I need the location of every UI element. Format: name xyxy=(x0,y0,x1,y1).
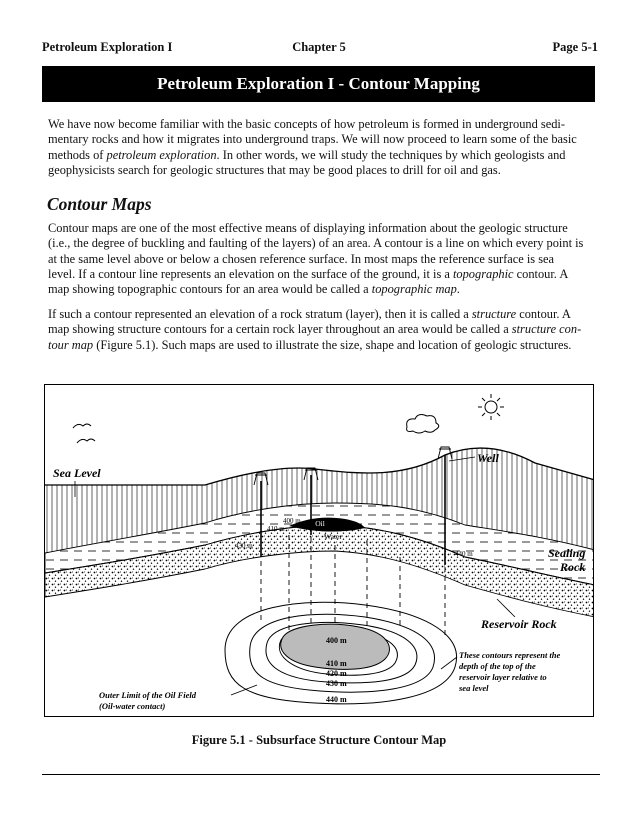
header-page: Page 5-1 xyxy=(552,40,598,54)
contour-label-410: 410 m xyxy=(326,659,347,668)
text-line: map showing structure contours for a certain rock layer throughout an area would be called a structure con- xyxy=(48,322,582,337)
banner-title: Petroleum Exploration I - Contour Mapping xyxy=(42,66,595,102)
text-line: methods of petroleum exploration. In other words, we will study the techniques by which geologists and xyxy=(48,147,566,162)
contour-paragraph-1 xyxy=(48,221,590,297)
figure-5-1 xyxy=(44,384,594,717)
structure-contour-map xyxy=(225,602,457,704)
note-line: depth of the top of the xyxy=(459,661,536,671)
text-line: If such a contour represented an elevation of a rock stratum (layer), then it is called a structure contour. A xyxy=(48,307,571,321)
text-line: (i.e., the degree of buckling and faulting of the layers) of an area. A contour is a line on which every point is xyxy=(48,236,584,251)
intro-paragraph xyxy=(48,117,590,178)
sealing-rock-label-1: Sealing xyxy=(548,546,586,560)
header-chapter: Chapter 5 xyxy=(292,40,346,54)
depth-label-440: 440 m xyxy=(455,550,473,558)
oil-label: Oil xyxy=(315,519,325,528)
reservoir-rock-label: Reservoir Rock xyxy=(481,617,557,631)
figure-caption: Figure 5.1 - Subsurface Structure Contour Map xyxy=(191,733,447,747)
outer-limit-label: Outer Limit of the Oil Field xyxy=(99,690,197,700)
depth-label-410: 410 m xyxy=(267,525,285,533)
text-line: at the same level above or below a chosen reference surface. In most maps the reference surface is sea xyxy=(48,251,555,266)
bird-icon xyxy=(73,424,91,428)
header-left: Petroleum Exploration I xyxy=(42,40,173,54)
note-line: These contours represent the xyxy=(459,650,561,660)
contour-label-430: 430 m xyxy=(326,679,347,688)
sea-level-label: Sea Level xyxy=(53,466,101,480)
text-line: We have now become familiar with the basic concepts of how petroleum is formed in underground sedi- xyxy=(48,117,565,131)
depth-label-430: 430 m xyxy=(235,542,253,550)
note-line: sea level xyxy=(459,683,489,693)
section-title: Contour Maps xyxy=(47,194,152,214)
bird-icon xyxy=(77,439,95,443)
contour-label-440: 440 m xyxy=(326,695,347,704)
footer-rule xyxy=(42,774,600,775)
text-line: tour map (Figure 5.1). Such maps are used to illustrate the size, shape and location of geologic structures. xyxy=(48,337,572,352)
cross-section-diagram xyxy=(45,385,594,717)
text-line: level. If a contour line represents an elevation on the surface of the ground, it is a topographic contour. A xyxy=(48,266,569,281)
text-line: Contour maps are one of the most effective means of displaying information about the geologic structure xyxy=(48,221,568,235)
contour-paragraph-2 xyxy=(48,307,590,353)
depth-label-400: 400 m xyxy=(283,517,301,525)
note-line: reservoir layer relative to xyxy=(459,672,547,682)
water-label: Water xyxy=(324,532,342,541)
cloud-icon xyxy=(407,415,439,433)
outer-limit-label: (Oil-water contact) xyxy=(99,701,166,711)
contour-label-420: 420 m xyxy=(326,669,347,678)
text-line: mentary rocks and how it migrates into underground traps. We will now proceed to learn some of the basic xyxy=(48,132,577,147)
contour-label-400: 400 m xyxy=(326,636,347,645)
sealing-rock-label-2: Rock xyxy=(560,560,586,574)
text-line: geophysicists search for geologic structures that may be good places to drill for oil and gas. xyxy=(48,162,501,177)
text-line: map showing topographic contours for an area would be called a topographic map. xyxy=(48,282,460,297)
well-label: Well xyxy=(477,451,499,465)
sun-icon xyxy=(478,394,504,420)
